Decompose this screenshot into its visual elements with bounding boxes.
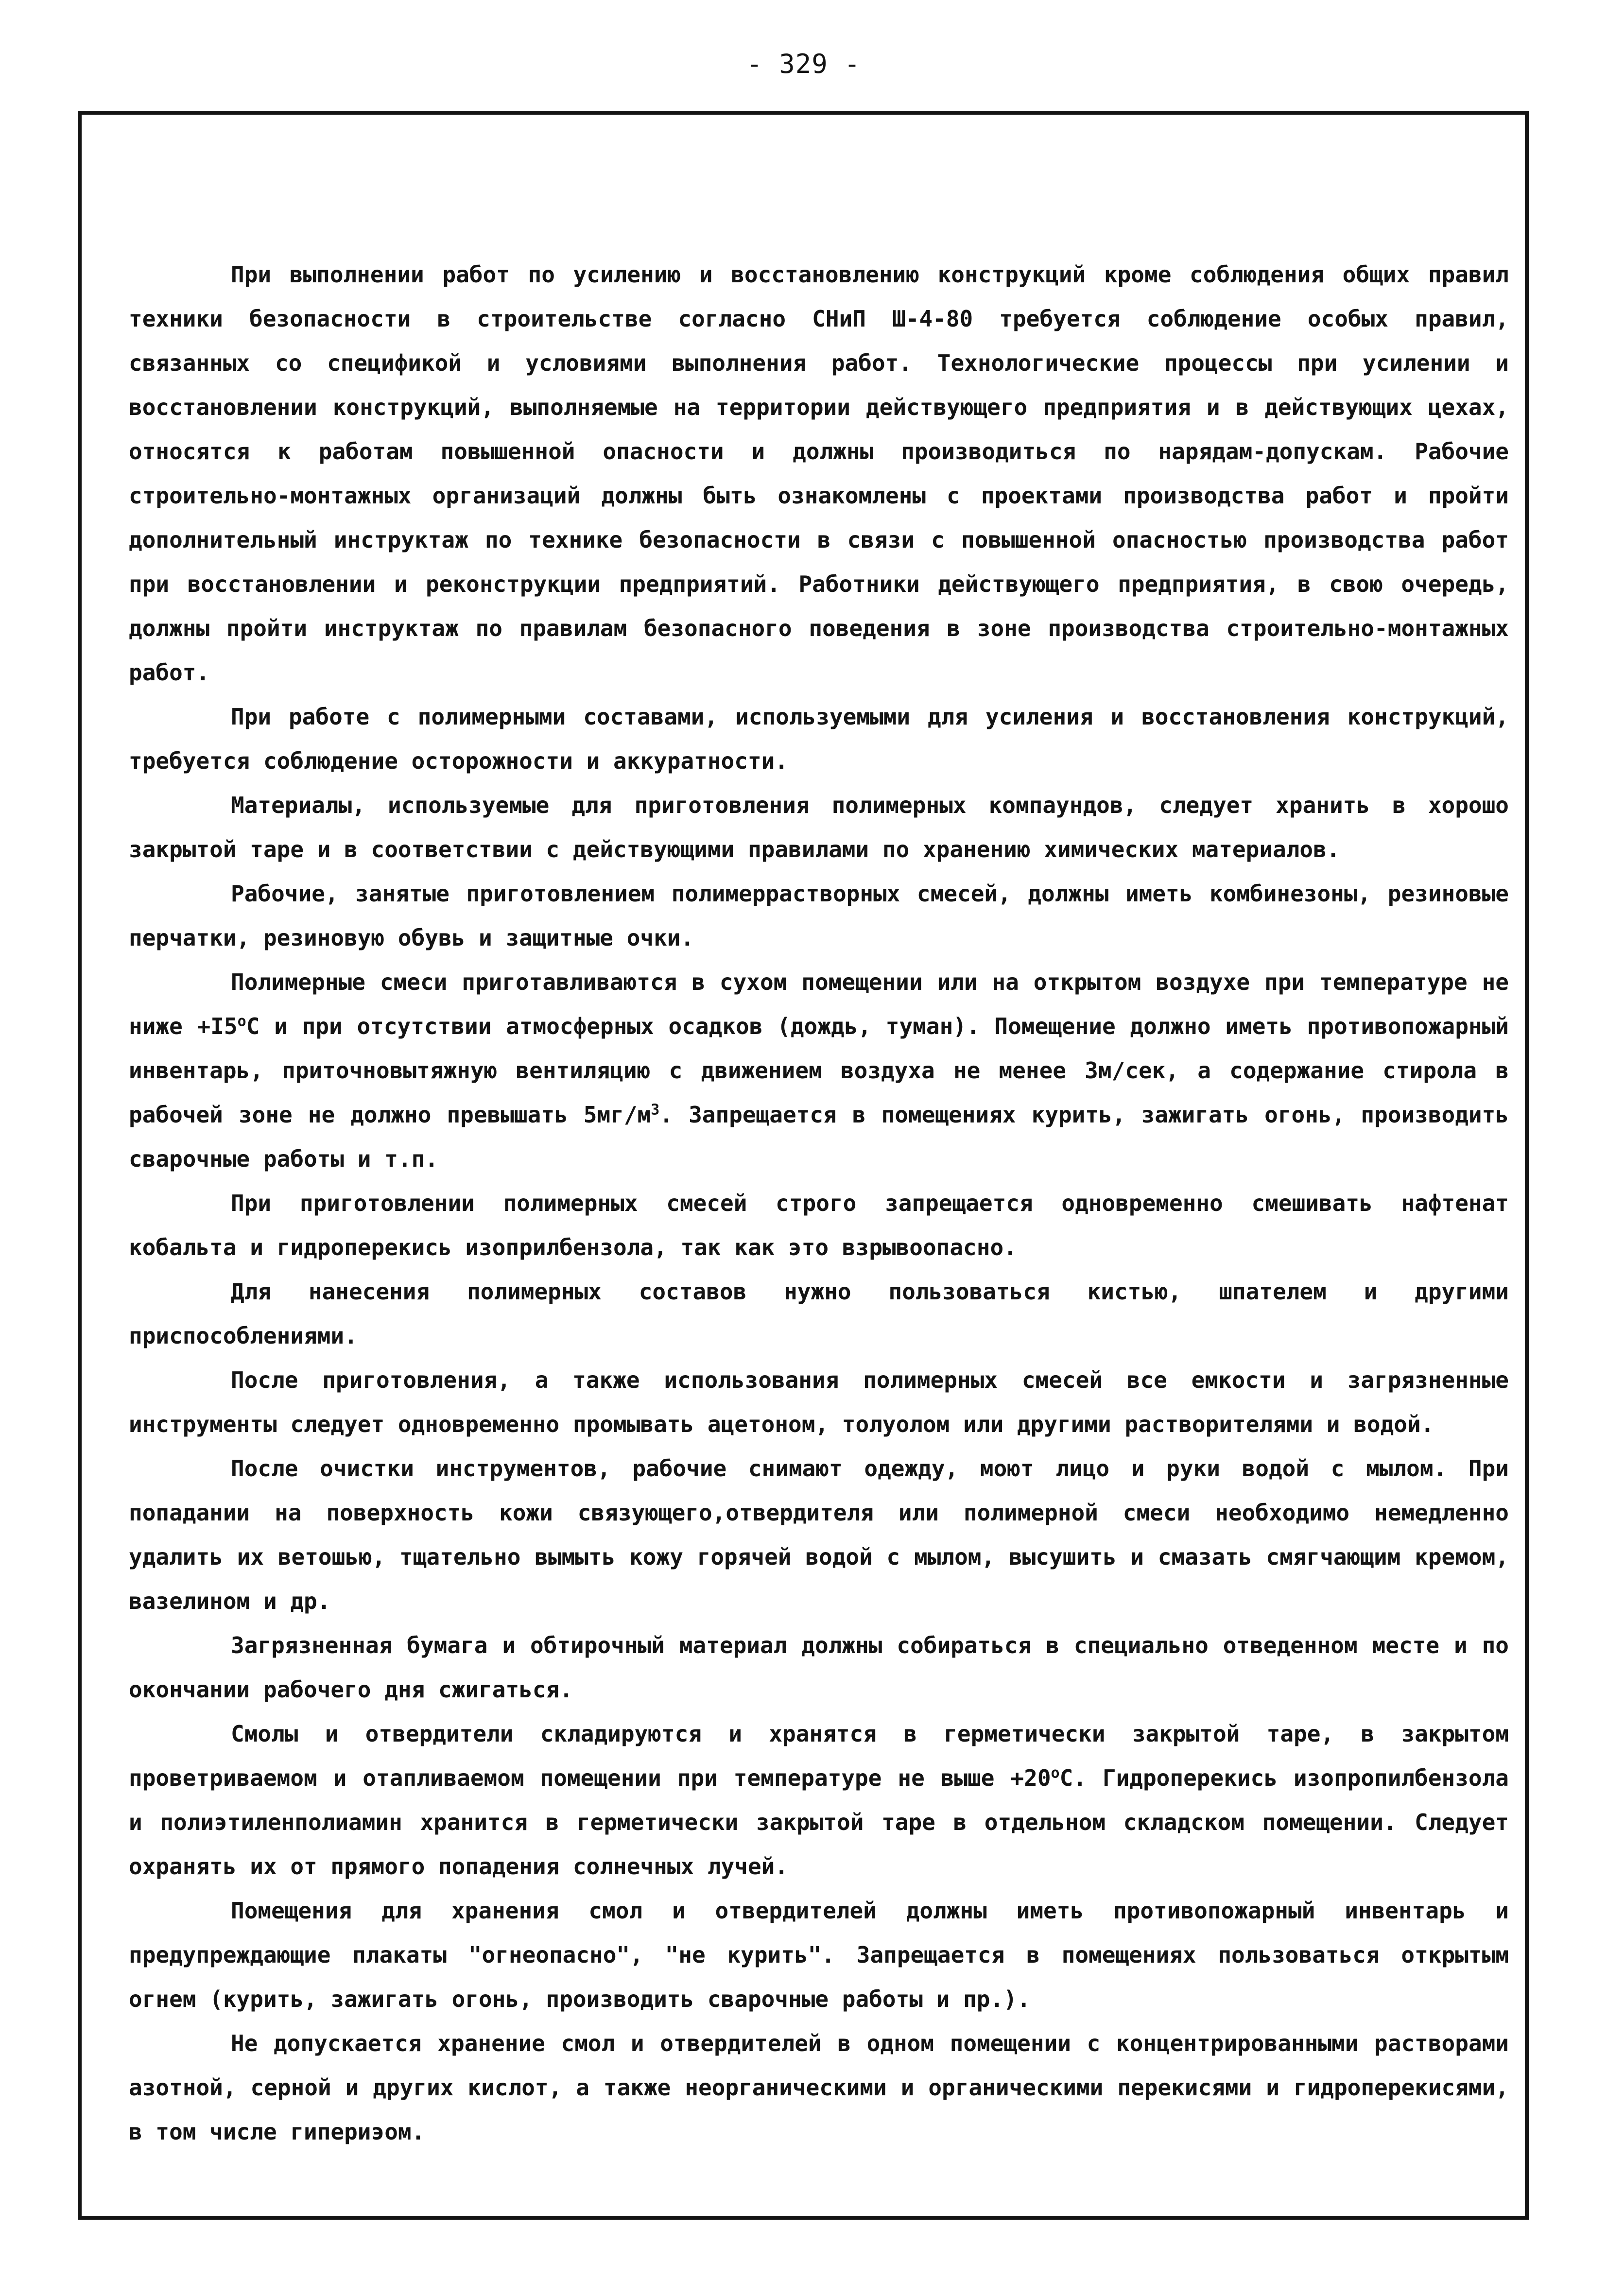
cubic-superscript: 3	[651, 1101, 660, 1119]
paragraph-acid-separation: Не допускается хранение смол и отвердителей в одном помещении с концентрированными растворами азотной, серной и других кислот, а также неорганическими и органическими перекисями и гидроперекисями, в том числе гипериэом.	[129, 2030, 1509, 2145]
paragraph-explosion-warning: При приготовлении полимерных смесей строго запрещается одновременно смешивать нафтенат кобальта и гидроперекись изоприлбензола, так как это взрывоопасно.	[129, 1190, 1509, 1260]
degree-sign-1: о	[237, 1013, 246, 1030]
paragraph-safety-general: При выполнении работ по усилению и восстановлению конструкций кроме соблюдения общих правил техники безопасности в строительстве согласно СНиП Ш-4-80 требуется соблюдение особых правил, связанных со спецификой и условиями выполнения работ. Технологические процессы при усилении и восстановлении конструкций, выполняемые на территории действующего предприятия и в действующих цехах, относятся к работам повышенной опасности и должны производиться по нарядам-допускам. Рабочие строительно-монтажных организаций должны быть ознакомлены с проектами производства работ и пройти дополнительный инструктаж по технике безопасности в связи с повышенной опасностью производства работ при восстановлении и реконструкции предприятий. Работники действующего предприятия, в свою очередь, должны пройти инструктаж по правилам безопасного поведения в зоне производства строительно-монтажных работ.	[129, 261, 1509, 686]
paragraph-resin-text-1: Смолы и отвердители складируются и хранятся в герметически закрытой таре, в закрытом проветриваемом и отапливаемом помещении при температуре не выше +20	[129, 1721, 1509, 1791]
degree-sign-2: о	[1051, 1764, 1060, 1782]
paragraph-fire-safety: Помещения для хранения смол и отвердителей должны иметь противопожарный инвентарь и предупреждающие плакаты "огнеопасно", "не курить". Запрещается в помещениях пользоваться открытым огнем (курить, зажигать огонь, производить сварочные работы и пр.).	[129, 1898, 1509, 2012]
paragraph-resin-storage	[129, 1712, 1509, 1889]
paragraph-cleaning: После приготовления, а также использования полимерных смесей все емкости и загрязненные инструменты следует одновременно промывать ацетоном, толуолом или другими растворителями и водой.	[129, 1367, 1509, 1437]
paragraph-mixing-text-1: Полимерные смеси приготавливаются в сухом помещении или на открытом воздухе при температуре не ниже +I5	[129, 969, 1509, 1039]
paragraph-waste-disposal: Загрязненная бумага и обтирочный материал должны собираться в специально отведенном месте и по окончании рабочего дня сжигаться.	[129, 1632, 1509, 1703]
paragraph-resin-text-2: С. Гидроперекись изопропилбензола и полиэтиленполиамин хранится в герметически закрытой таре в отдельном складском помещении. Следует охранять их от прямого попадения солнечных лучей.	[129, 1765, 1509, 1880]
paragraph-mixing-conditions	[129, 960, 1509, 1181]
paragraph-materials-storage: Материалы, используемые для приготовления полимерных компаундов, следует хранить в хорошо закрытой таре и в соответствии с действующими правилами по хранению химических материалов.	[129, 792, 1509, 863]
paragraph-protective-gear: Рабочие, занятые приготовлением полимеррастворных смесей, должны иметь комбинезоны, резиновые перчатки, резиновую обувь и защитные очки.	[129, 880, 1509, 951]
paragraph-polymer-care: При работе с полимерными составами, используемыми для усиления и восстановления конструкций, требуется соблюдение осторожности и аккуратности.	[129, 704, 1509, 774]
document-body	[129, 253, 1509, 2154]
paragraph-mixing-text-3: . Запрещается в помещениях курить, зажигать огонь, производить сварочные работы и т.п.	[129, 1102, 1509, 1172]
page-number: - 329 -	[746, 49, 861, 79]
paragraph-mixing-text-2: С и при отсутствии атмосферных осадков (дождь, туман). Помещение должно иметь противопожарный инвентарь, приточновытяжную вентиляцию с движением воздуха не менее 3м/сек, а содержание стирола в рабочей зоне не должно превышать 5мг/м	[129, 1013, 1509, 1128]
paragraph-application-tools: Для нанесения полимерных составов нужно пользоваться кистью, шпателем и другими приспособлениями.	[129, 1278, 1509, 1349]
paragraph-personal-hygiene: После очистки инструментов, рабочие снимают одежду, моют лицо и руки водой с мылом. При попадании на поверхность кожи связующего,отвердителя или полимерной смеси необходимо немедленно удалить их ветошью, тщательно вымыть кожу горячей водой с мылом, высушить и смазать смягчающим кремом, вазелином и др.	[129, 1455, 1509, 1614]
